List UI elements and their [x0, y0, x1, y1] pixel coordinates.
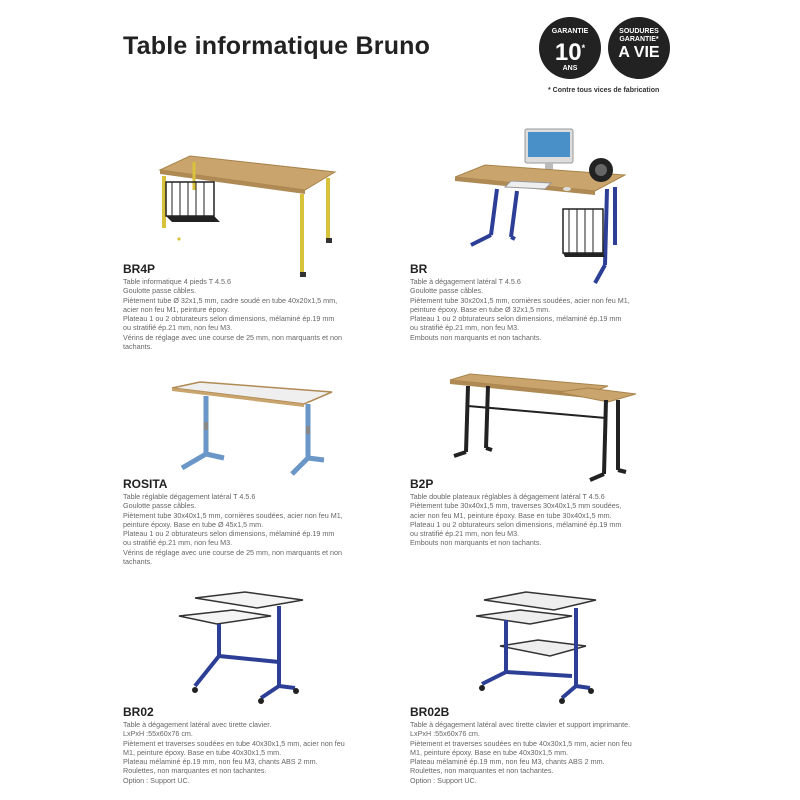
product-line: Plateau 1 ou 2 obturateurs selon dimensions, mélaminé ép.19 mm [410, 519, 622, 529]
product-line: ou stratifié ép.21 mm, non feu M3. [410, 529, 520, 539]
product-line: Piètement et traverses soudées en tube 40x30x1,5 mm, acier non feu [410, 738, 632, 748]
product-line: Table à dégagement latéral avec tirette clavier et support imprimante. [410, 720, 631, 729]
page-title: Table informatique Bruno [123, 32, 431, 60]
guarantee-badge-bottom: ANS [562, 65, 578, 72]
product-line: LxPxH :55x60x76 cm. [123, 729, 193, 739]
product-line: LxPxH :55x60x76 cm. [410, 729, 480, 739]
product-line: Table informatique 4 pieds T 4.5.6 [123, 277, 232, 286]
product-br02 [123, 705, 388, 785]
product-line: Plateau mélaminé ép.19 mm, non feu M3, chants ABS 2 mm. [410, 757, 605, 767]
welds-badge-bottom: A VIE [618, 44, 660, 61]
product-line: M1, peinture époxy. Base en tube 40x30x1,5 mm. [410, 747, 569, 757]
product-line: Table réglable dégagement latéral T 4.5.6 [123, 492, 256, 501]
br02b-image [476, 590, 601, 705]
product-line: ou stratifié ép.21 mm, non feu M3. [123, 538, 233, 548]
product-line: Goulotte passe câbles. [123, 501, 197, 511]
product-line: Piètement tube 30x40x1,5 mm, cornières soudées, acier non feu M1, [123, 510, 343, 520]
product-br [410, 262, 675, 342]
product-line: M1, peinture époxy. Base en tube 40x30x1,5 mm. [123, 747, 282, 757]
product-line: Embouts non marquants et non tachants. [410, 538, 542, 548]
product-line: Plateau mélaminé ép.19 mm, non feu M3, chants ABS 2 mm. [123, 757, 318, 767]
welds-badge-middle: GARANTIE [619, 36, 656, 43]
product-line: Table à dégagement latéral avec tirette clavier. [123, 720, 272, 729]
product-line: Option : Support UC. [410, 775, 477, 785]
b2p-image [448, 372, 640, 484]
guarantee-badge-top: GARANTIE [551, 28, 589, 35]
product-line: peinture époxy. Base en tube Ø 45x1,5 mm. [123, 519, 264, 529]
product-rosita [123, 477, 388, 566]
product-line: Option : Support UC. [123, 775, 190, 785]
product-line: Table à dégagement latéral T 4.5.6 [410, 277, 521, 286]
product-b2p [410, 477, 675, 548]
product-name: BR02B [410, 705, 450, 719]
product-line: ou stratifié ép.21 mm, non feu M3. [410, 323, 520, 333]
product-br02b [410, 705, 675, 785]
rosita-image [170, 378, 340, 478]
guarantee-badge-mark: * [581, 43, 586, 53]
product-line: Plateau 1 ou 2 obturateurs selon dimensions, mélaminé ép.19 mm [410, 314, 622, 324]
product-line: Piètement tube 30x20x1,5 mm, cornières soudées, acier non feu M1, [410, 295, 630, 305]
product-line: Plateau 1 ou 2 obturateurs selon dimensions, mélaminé ép.19 mm [123, 314, 335, 324]
product-line: acier non feu M1, peinture époxy. [123, 304, 230, 314]
product-name: BR4P [123, 262, 156, 276]
br4p-image [150, 150, 340, 280]
product-name: BR02 [123, 705, 154, 719]
welds-badge-mark: * [655, 36, 659, 43]
product-line: Roulettes, non marquantes et non tachantes. [123, 766, 267, 776]
product-line: Piètement tube 30x40x1,5 mm, traverses 30x40x1,5 mm soudées, [410, 501, 622, 511]
product-line: Vérins de réglage avec une course de 25 mm, non marquants et non [123, 547, 342, 557]
product-line: peinture époxy. Base en tube Ø 32x1,5 mm. [410, 304, 551, 314]
product-line: Plateau 1 ou 2 obturateurs selon dimensions, mélaminé ép.19 mm [123, 529, 335, 539]
br02-image [175, 590, 305, 705]
product-name: BR [410, 262, 428, 276]
product-line: ou stratifié ép.21 mm, non feu M3. [123, 323, 233, 333]
product-name: ROSITA [123, 477, 168, 491]
product-line: Roulettes, non marquantes et non tachantes. [410, 766, 554, 776]
product-line: Goulotte passe câbles. [123, 286, 197, 296]
product-line: acier non feu M1, peinture époxy. Base en tube 30x40x1,5 mm. [410, 510, 612, 520]
welds-badge-top: SOUDURES [619, 28, 659, 35]
product-name: B2P [410, 477, 434, 491]
product-line: Piètement tube Ø 32x1,5 mm, cadre soudé en tube 40x20x1,5 mm, [123, 295, 338, 305]
guarantee-footnote: * Contre tous vices de fabrication [548, 87, 660, 94]
product-line: tachants. [123, 342, 153, 352]
product-line: Table double plateaux réglables à dégagement latéral T 4.5.6 [410, 492, 605, 501]
product-line: tachants. [123, 557, 153, 567]
guarantee-badge [539, 17, 601, 79]
product-br4p [123, 262, 388, 351]
guarantee-badge-value: 10 [554, 39, 582, 66]
product-line: Vérins de réglage avec une course de 25 mm, non marquants et non [123, 332, 342, 342]
product-line: Embouts non marquants et non tachants. [410, 332, 542, 342]
product-line: Piètement et traverses soudées en tube 40x30x1,5 mm, acier non feu [123, 738, 345, 748]
product-line: Goulotte passe câbles. [410, 286, 484, 296]
welds-badge [608, 17, 670, 79]
